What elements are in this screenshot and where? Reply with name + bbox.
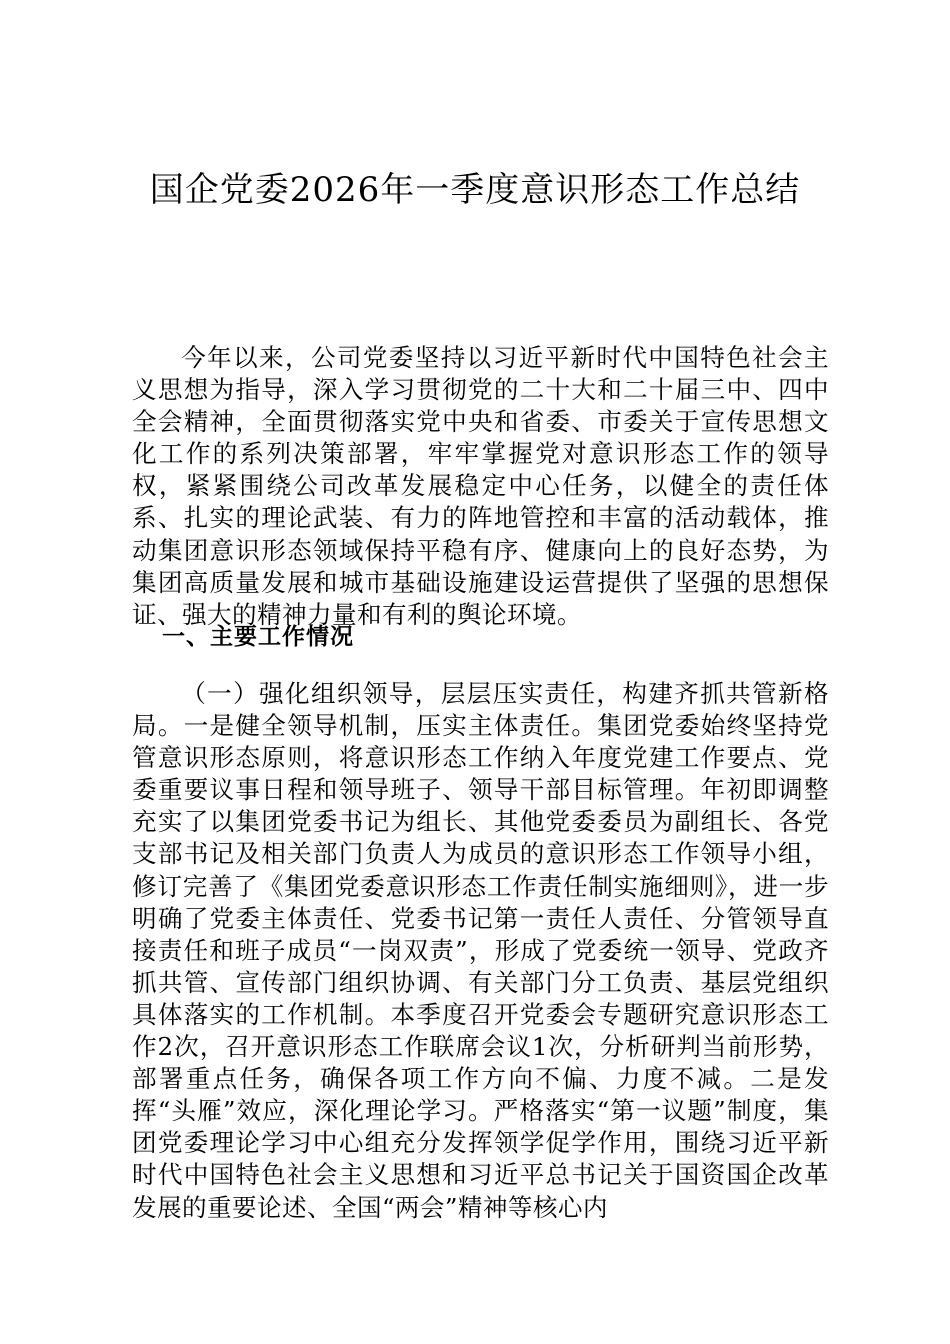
intro-paragraph: 今年以来，公司党委坚持以习近平新时代中国特色社会主义思想为指导，深入学习贯彻党的二十大和二十届三中、四中全会精神，全面贯彻落实党中央和省委、市委关于宣传思想文化工作的系列决策部署，牢牢掌握党对意识形态工作的领导权，紧紧围绕公司改革发展稳定中心任务，以健全的责任体系、扎实的理论武装、有力的阵地管控和丰富的活动载体，推动集团意识形态领域保持平稳有序、健康向上的良好态势，为集团高质量发展和城市基础设施建设运营提供了坚强的思想保证、强大的精神力量和有利的舆论环境。 bbox=[132, 343, 829, 629]
document-title: 国企党委2026年一季度意识形态工作总结 bbox=[149, 170, 801, 210]
section-paragraph: （一）强化组织领导，层层压实责任，构建齐抓共管新格局。一是健全领导机制，压实主体责任。集团党委始终坚持党管意识形态原则，将意识形态工作纳入年度党建工作要点、党委重要议事日程和领导班子、领导干部目标管理。年初即调整充实了以集团党委书记为组长、其他党委委员为副组长、各党支部书记及相关部门负责人为成员的意识形态工作领导小组，修订完善了《集团党委意识形态工作责任制实施细则》，进一步明确了党委主体责任、党委书记第一责任人责任、分管领导直接责任和班子成员“一岗双责”，形成了党委统一领导、党政齐抓共管、宣传部门组织协调、有关部门分工负责、基层党组织具体落实的工作机制。本季度召开党委会专题研究意识形态工作2次，召开意识形态工作联席会议1次，分析研判当前形势，部署重点任务，确保各项工作方向不偏、力度不减。二是发挥“头雁”效应，深化理论学习。严格落实“第一议题”制度，集团党委理论学习中心组充分发挥领学促学作用，围绕习近平新时代中国特色社会主义思想和习近平总书记关于国资国企改革发展的重要论述、全国“两会”精神等核心内 bbox=[132, 679, 829, 1222]
section-heading: 一、主要工作情况 bbox=[162, 624, 354, 650]
